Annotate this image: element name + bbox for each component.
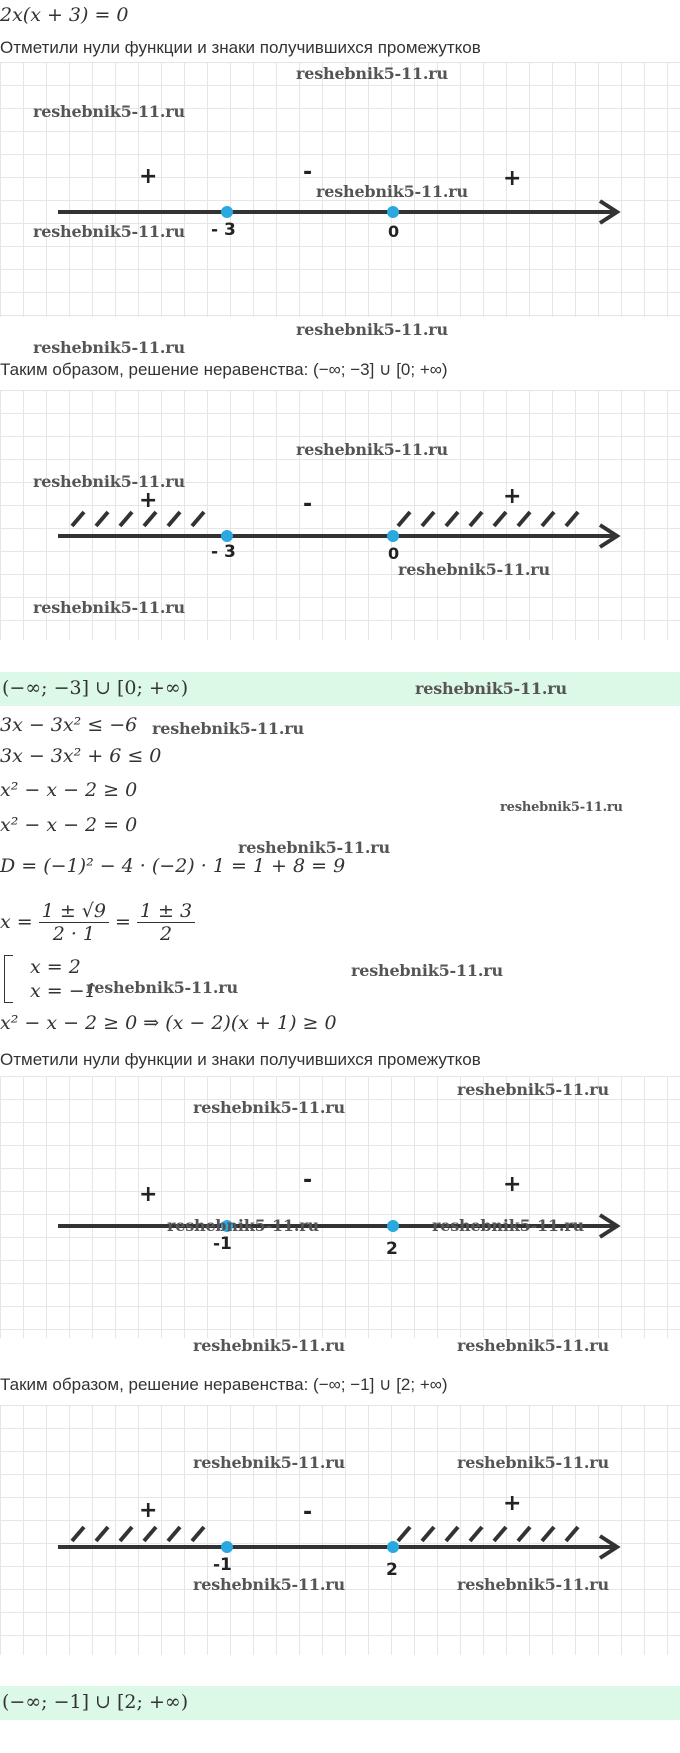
watermark: reshebnik5-11.ru (33, 472, 185, 491)
watermark: reshebnik5-11.ru (238, 838, 390, 857)
equation-1: 2x(x + 3) = 0 (0, 4, 129, 26)
watermark: reshebnik5-11.ru (33, 102, 185, 121)
watermark: reshebnik5-11.ru (193, 1575, 345, 1594)
point-b-label: 0 (388, 222, 400, 241)
fraction-2 (137, 900, 195, 945)
number-line-panel-2 (0, 390, 680, 640)
fraction-1 (39, 900, 109, 945)
number-line-panel-1 (0, 62, 680, 339)
answer-box-1 (0, 672, 680, 706)
number-line-panel-4 (0, 1405, 680, 1655)
answer-box-2 (0, 1686, 680, 1720)
watermark: reshebnik5-11.ru (457, 1453, 609, 1472)
watermark: reshebnik5-11.ru (193, 1453, 345, 1472)
fraction-2-num: 1 ± 3 (137, 900, 195, 923)
line-4: x² − x − 2 = 0 (0, 814, 138, 836)
answer-2: (−∞; −1] ∪ [2; +∞) (2, 1691, 189, 1713)
solution-text-1: Таким образом, решение неравенства: (−∞; −3] ∪ [0; +∞) (0, 360, 448, 379)
line-6-lhs: x = (0, 911, 33, 933)
watermark: reshebnik5-11.ru (296, 320, 448, 339)
watermark: reshebnik5-11.ru (316, 182, 468, 201)
watermark: reshebnik5-11.ru (33, 338, 185, 357)
system-line-1: x = 2 (30, 956, 81, 978)
watermark: reshebnik5-11.ru (296, 64, 448, 83)
point-b (387, 1220, 399, 1232)
line-6-eq: = (114, 911, 131, 933)
point-b (387, 1541, 399, 1553)
watermark: reshebnik5-11.ru (500, 800, 623, 815)
hatching-left (72, 512, 204, 526)
point-a-label: - 3 (211, 220, 236, 240)
watermark: reshebnik5-11.ru (415, 679, 567, 698)
point-b (387, 206, 399, 218)
line-6 (0, 894, 195, 950)
point-b-label: 0 (388, 544, 400, 563)
line-5: D = (−1)² − 4 · (−2) · 1 = 1 + 8 = 9 (0, 855, 346, 877)
point-a-label: -1 (213, 1555, 232, 1575)
sign-mid: - (303, 160, 313, 185)
number-line-4 (0, 1405, 680, 1655)
sign-left: + (139, 1498, 158, 1523)
watermark: reshebnik5-11.ru (152, 719, 304, 738)
number-line-panel-3 (0, 1076, 680, 1355)
line-1: 3x − 3x² ≤ −6 (0, 714, 138, 736)
point-a-label: -1 (213, 1234, 232, 1254)
hatching-right (398, 1527, 578, 1541)
sign-right: + (503, 1172, 522, 1197)
fraction-1-num: 1 ± √9 (39, 900, 109, 923)
fraction-1-den: 2 · 1 (52, 922, 95, 945)
hatching-right (398, 512, 578, 526)
watermark: reshebnik5-11.ru (33, 598, 185, 617)
sign-mid: - (303, 492, 313, 517)
fraction-2-den: 2 (159, 922, 173, 945)
system-line-2: x = −1 (30, 980, 97, 1002)
line-8: x² − x − 2 ≥ 0 ⇒ (x − 2)(x + 1) ≥ 0 (0, 1012, 337, 1034)
watermark: reshebnik5-11.ru (398, 560, 550, 579)
note-zeros-1: Отметили нули функции и знаки получившихся промежутков (0, 38, 481, 57)
watermark: reshebnik5-11.ru (33, 222, 185, 241)
sign-left: + (139, 164, 158, 189)
point-a (221, 206, 233, 218)
watermark: reshebnik5-11.ru (296, 440, 448, 459)
point-b-label: 2 (386, 1560, 398, 1580)
watermark: reshebnik5-11.ru (167, 1216, 319, 1235)
watermark: reshebnik5-11.ru (86, 978, 238, 997)
watermark: reshebnik5-11.ru (457, 1336, 609, 1355)
point-b-label: 2 (386, 1239, 398, 1259)
point-a-label: - 3 (211, 542, 236, 562)
solution-text-2: Таким образом, решение неравенства: (−∞; −1] ∪ [2; +∞) (0, 1375, 448, 1394)
point-a (221, 1541, 233, 1553)
watermark: reshebnik5-11.ru (193, 1098, 345, 1117)
sign-mid: - (303, 1500, 313, 1525)
watermark: reshebnik5-11.ru (457, 1575, 609, 1594)
watermark: reshebnik5-11.ru (432, 1216, 584, 1235)
sign-left: + (139, 1182, 158, 1207)
sign-mid: - (303, 1168, 313, 1193)
line-2: 3x − 3x² + 6 ≤ 0 (0, 745, 162, 767)
answer-1: (−∞; −3] ∪ [0; +∞) (2, 677, 189, 699)
sign-left: + (139, 488, 158, 513)
point-b (387, 530, 399, 542)
sign-right: + (503, 1491, 522, 1516)
system-bracket (4, 955, 13, 1003)
watermark: reshebnik5-11.ru (351, 961, 503, 980)
line-3: x² − x − 2 ≥ 0 (0, 779, 138, 801)
sign-right: + (503, 484, 522, 509)
hatching-left (72, 1527, 204, 1541)
point-a (221, 530, 233, 542)
watermark: reshebnik5-11.ru (193, 1336, 345, 1355)
note-zeros-2: Отметили нули функции и знаки получившихся промежутков (0, 1050, 481, 1069)
sign-right: + (503, 166, 522, 191)
watermark: reshebnik5-11.ru (457, 1080, 609, 1099)
